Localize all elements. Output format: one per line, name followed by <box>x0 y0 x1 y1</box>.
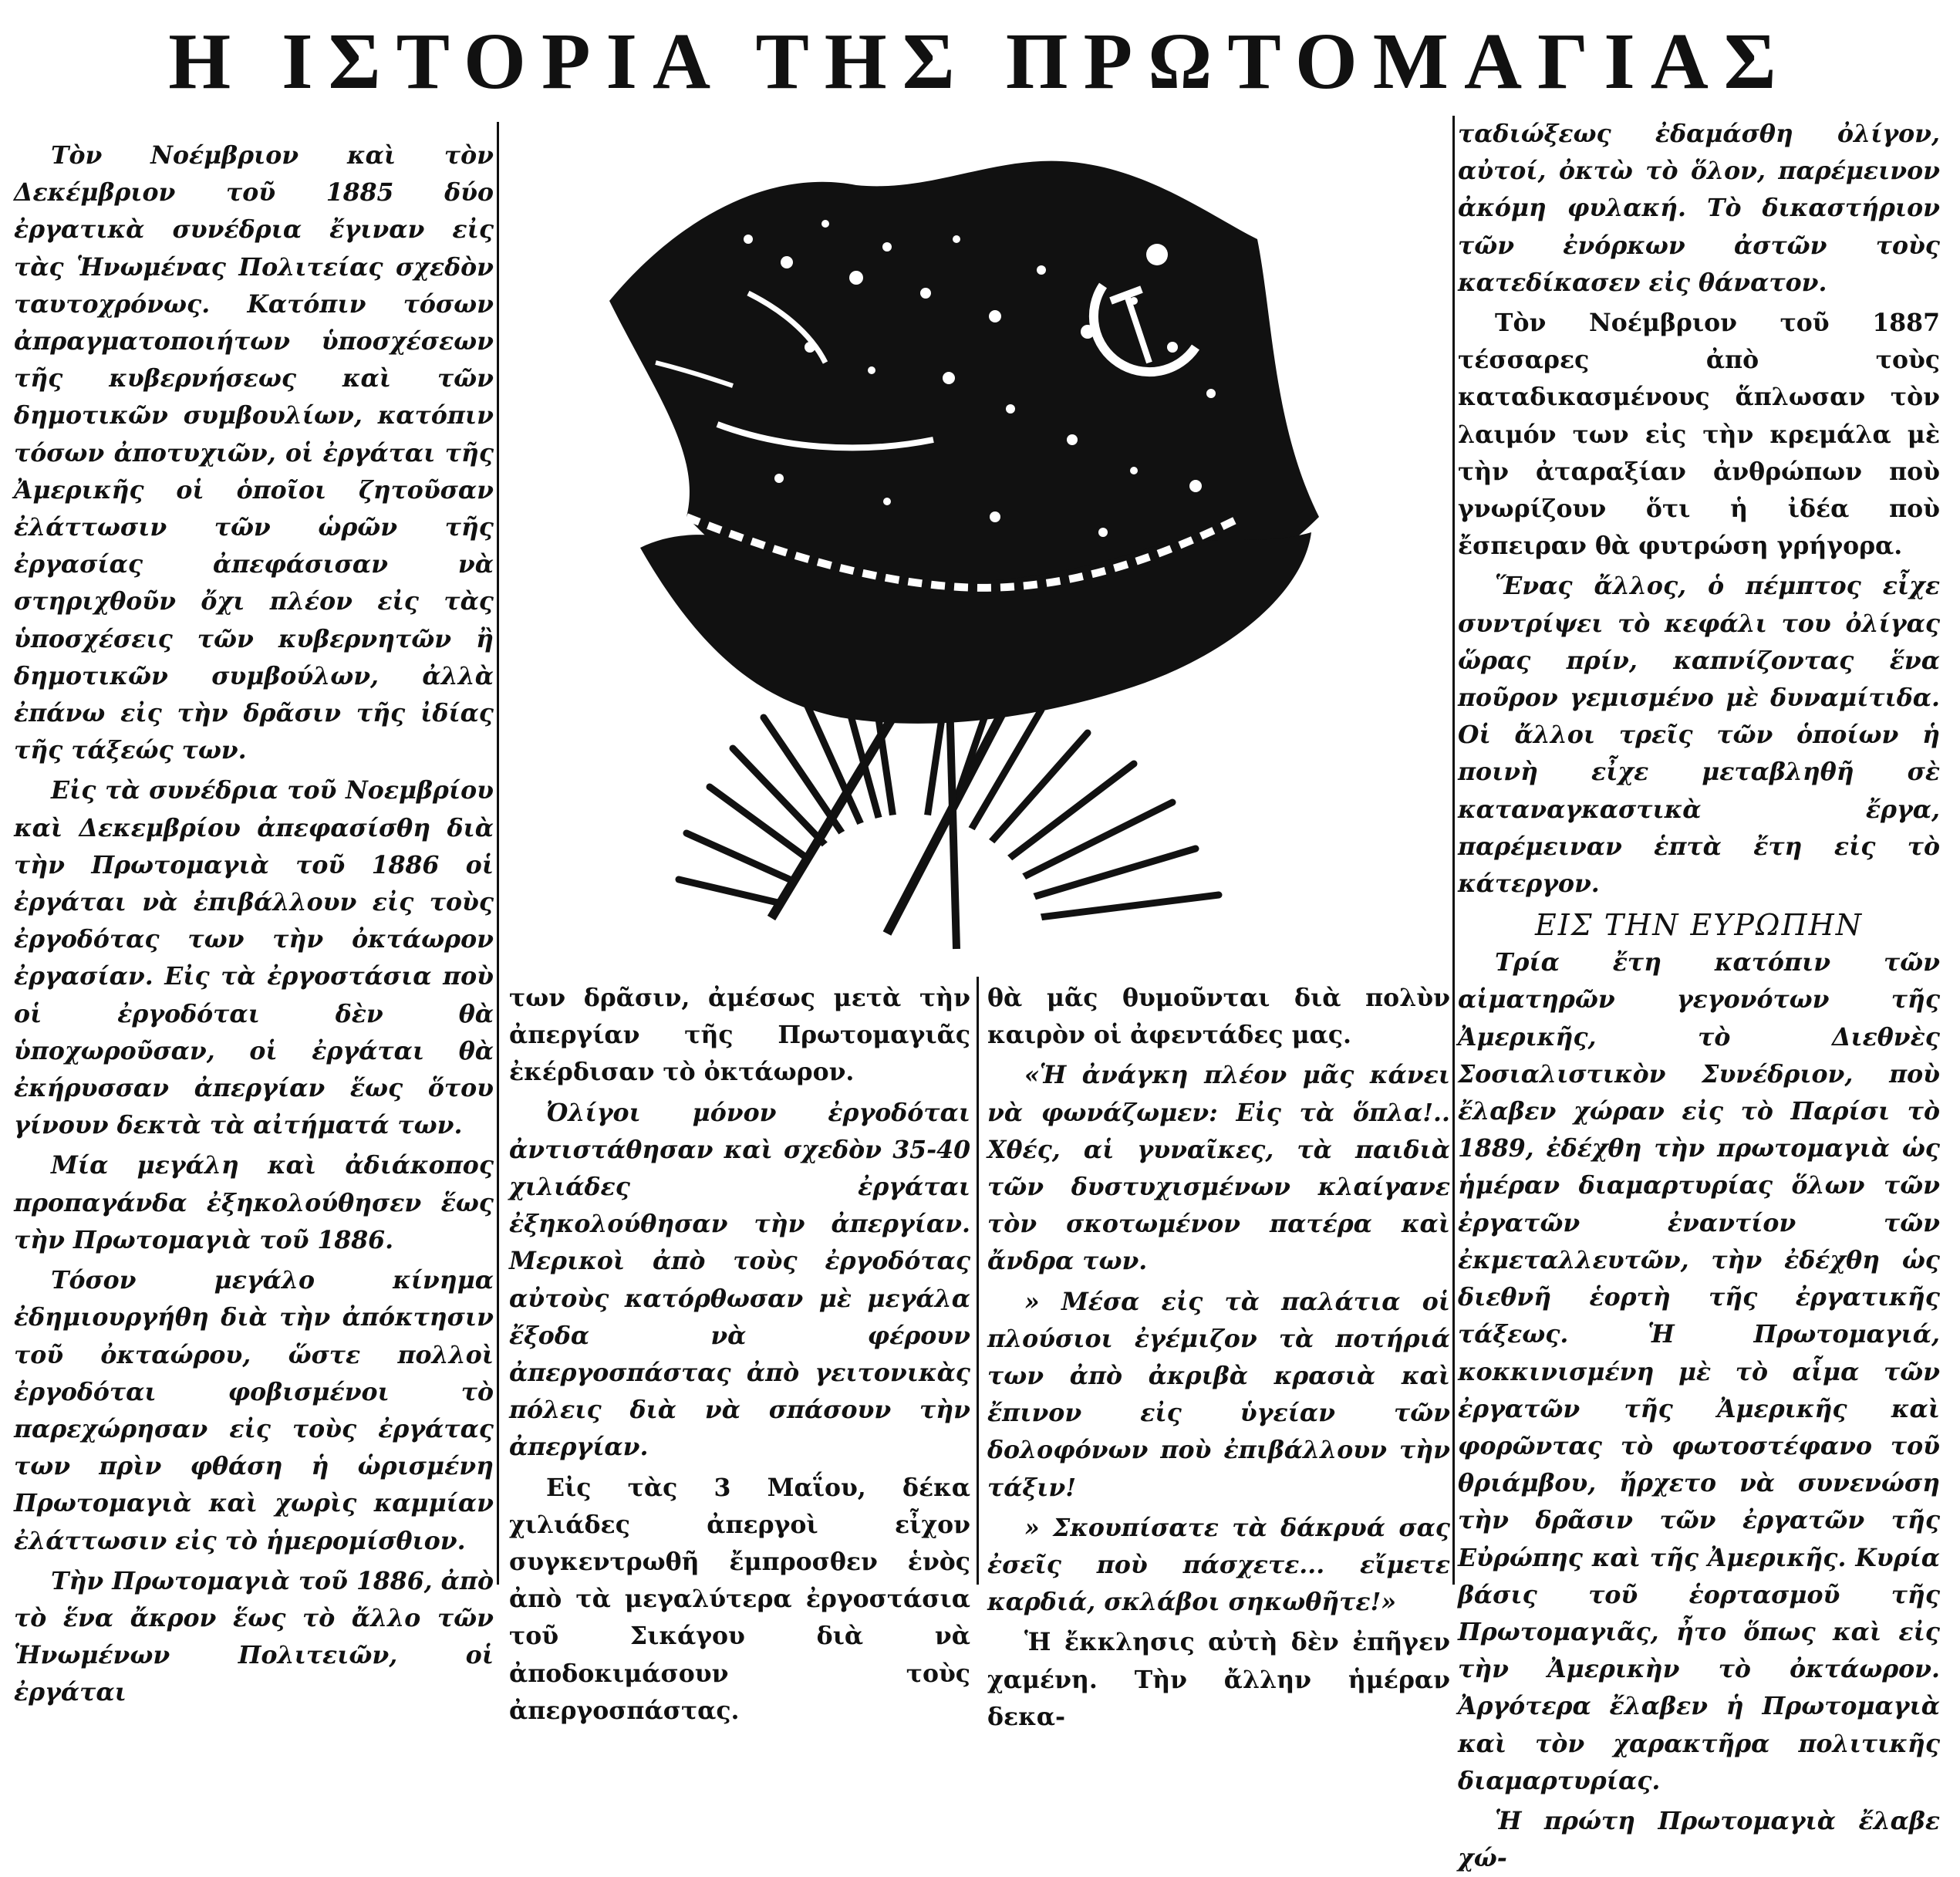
paragraph: Εἰς τὰ συνέδρια τοῦ Νοεμβρίου καὶ Δεκεμβρίου ἀπεφασίσθη διὰ τὴν Πρωτομαγιὰ τοῦ 1886 οἱ ἐργάται νὰ ἐπιβάλλουν εἰς τοὺς ἐργοδότας των τὴν ὀκτάωρον ἐργασίαν. Εἰς τὰ ἐργοστάσια ποὺ οἱ ἐργοδόται δὲν θὰ ὑποχωροῦσαν, οἱ ἐργάται θὰ ἐκήρυσσαν ἀπεργίαν ἕως ὅτου γίνουν δεκτὰ τὰ αἰτήματά των. <box>14 776 494 1140</box>
paragraph: Τὴν Πρωτομαγιὰ τοῦ 1886, ἀπὸ τὸ ἕνα ἄκρον ἕως τὸ ἄλλο τῶν Ἡνωμένων Πολιτειῶν, οἱ ἐργάται <box>14 1566 494 1707</box>
paragraph: Ὀλίγοι μόνον ἐργοδόται ἀντιστάθησαν καὶ σχεδὸν 35-40 χιλιάδες ἐργάται ἐξηκολούθησαν τὴν ἀπεργίαν. Μερικοὶ ἀπὸ τοὺς ἐργοδότας αὐτοὺς κατόρθωσαν μὲ μεγάλα ἔξοδα νὰ φέρουν ἀπεργοσπάστας ἀπὸ γειτονικὰς πόλεις διὰ νὰ σπάσουν τὴν ἀπεργίαν. <box>509 1098 970 1462</box>
star-icon <box>1146 244 1168 265</box>
column-rule <box>1452 116 1455 1585</box>
paragraph: Τὸν Νοέμβριον καὶ τὸν Δεκέμβριον τοῦ 1885 δύο ἐργατικὰ συνέδρια ἔγιναν εἰς τὰς Ἡνωμένας Πολιτείας σχεδὸν ταυτοχρόνως. Κατόπιν τόσων ἀπραγματοποιήτων ὑποσχέσεων τῆς κυβερνήσεως καὶ τῶν δημοτικῶν συμβουλίων, κατόπιν τόσων ἀποτυχιῶν, οἱ ἐργάται τῆς Ἀμερικῆς οἱ ὁποῖοι ζητοῦσαν ἐλάττωσιν τῶν ὡρῶν τῆς ἐργασίας ἀπεφάσισαν νὰ στηριχθοῦν ὄχι πλέον εἰς τὰς ὑποσχέσεις τῶν κυβερνητῶν ἢ δημοτικῶν συμβούλων, ἀλλὰ ἐπάνω εἰς τὴν δρᾶσιν τῆς ἰδίας τῆς τάξεώς των. <box>14 141 494 765</box>
paragraph: Ἕνας ἄλλος, ὁ πέμπτος εἶχε συντρίψει τὸ κεφάλι του ὀλίγας ὥρας πρίν, καπνίζοντας ἕνα ποῦρον γεμισμένο μὲ δυναμίτιδα. Οἱ ἄλλοι τρεῖς τῶν ὁποίων ἡ ποινὴ εἶχε μεταβληθῆ σὲ καταναγκαστικὰ ἔργα, παρέμειναν ἑπτὰ ἔτη εἰς τὸ κάτεργον. <box>1458 572 1940 899</box>
column-rule <box>977 977 979 1585</box>
paragraph: Τὸν Νοέμβριον τοῦ 1887 τέσσαρες ἀπὸ τοὺς καταδικασμένους ἅπλωσαν τὸν λαιμόν των εἰς τὴν κρεμάλα μὲ τὴν ἀταραξίαν ἀνθρώπων ποὺ γνωρίζουν ὅτι ἡ ἰδέα ποὺ ἔσπειραν θὰ φυτρώση γρήγορα. <box>1458 309 1940 561</box>
paragraph: ταδιώξεως ἐδαμάσθη ὀλίγον, αὐτοί, ὀκτὼ τὸ ὅλον, παρέμεινον ἀκόμη φυλακή. Τὸ δικαστήριον τῶν ἐνόρκων ἀστῶν τοὺς κατεδίκασεν εἰς θάνατον. <box>1458 120 1940 297</box>
article-column-2 <box>509 980 970 1725</box>
paragraph: Τόσον μεγάλο κίνημα ἐδημιουργήθη διὰ τὴν ἀπόκτησιν τοῦ ὀκταώρου, ὥστε πολλοὶ ἐργοδόται φοβισμένοι τὸ παρεχώρησαν εἰς τοὺς ἐργάτας των πρὶν φθάση ἡ ὡρισμένη Πρωτομαγιὰ καὶ χωρὶς καμμίαν ἐλάττωσιν εἰς τὸ ἡμερομίσθιον. <box>14 1266 494 1555</box>
paragraph: » Μέσα εἰς τὰ παλάτια οἱ πλούσιοι ἐγέμιζον τὰ ποτήριά των ἀπὸ ἀκριβὰ κρασιὰ καὶ ἔπινον εἰς ὑγείαν τῶν δολοφόνων ποὺ ἐπιβάλλουν τὴν τάξιν! <box>987 1287 1450 1502</box>
headline: Η ΙΣΤΟΡΙΑ ΤΗΣ ΠΡΩΤΟΜΑΓΙΑΣ <box>168 17 1792 106</box>
paragraph: των δρᾶσιν, ἀμέσως μετὰ τὴν ἀπεργίαν τῆς Πρωτομαγιᾶς ἐκέρδισαν τὸ ὀκτάωρον. <box>509 984 970 1087</box>
article-column-3 <box>987 980 1450 1731</box>
article-column-4 <box>1458 116 1940 1873</box>
paragraph: » Σκουπίσατε τὰ δάκρυά σας ἐσεῖς ποὺ πάσχετε... εἴμετε καρδιά, σκλάβοι σηκωθῆτε!» <box>987 1513 1450 1617</box>
flags-illustration <box>455 116 1450 972</box>
paragraph: Μία μεγάλη καὶ ἀδιάκοπος προπαγάνδα ἐξηκολούθησεν ἕως τὴν Πρωτομαγιὰ τοῦ 1886. <box>14 1151 494 1254</box>
paragraph: «Ἡ ἀνάγκη πλέον μᾶς κάνει νὰ φωνάζωμεν: Εἰς τὰ ὅπλα!.. Χθές, αἱ γυναῖκες, τὰ παιδιὰ τῶν δυστυχισμένων κλαίγανε τὸν σκοτωμένον πατέρα καὶ ἄνδρα των. <box>987 1061 1450 1276</box>
paragraph: Τρία ἔτη κατόπιν τῶν αἱματηρῶν γεγονότων τῆς Ἀμερικῆς, τὸ Διεθνὲς Σοσιαλιστικὸν Συνέδριον, ποὺ ἔλαβεν χώραν εἰς τὸ Παρίσι τὸ 1889, ἐδέχθη τὴν πρωτομαγιὰ ὡς ἡμέραν διαμαρτυρίας ὅλων τῶν ἐργατῶν ἐναντίον τῶν ἐκμεταλλευτῶν, τὴν ἐδέχθη ὡς διεθνῆ ἑορτὴ τῆς ἐργατικῆς τάξεως. Ἡ Πρωτομαγιά, κοκκινισμένη μὲ τὸ αἷμα τῶν ἐργατῶν τῆς Ἀμερικῆς καὶ φορῶντας τὸ φωτοστέφανο τοῦ θριάμβου, ἤρχετο νὰ συνενώση τὴν δρᾶσιν τῶν ἐργατῶν τῆς Εὐρώπης καὶ τῆς Ἀμερικῆς. Κυρία βάσις τοῦ ἑορτασμοῦ τῆς Πρωτομαγιᾶς, ἦτο ὅπως καὶ εἰς τὴν Ἀμερικὴν τὸ ὀκτάωρον. Ἀργότερα ἔλαβεν ἡ Πρωτομαγιὰ καὶ τὸν χαρακτῆρα πολιτικῆς διαμαρτυρίας. <box>1458 948 1940 1795</box>
paragraph: θὰ μᾶς θυμοῦνται διὰ πολὺν καιρὸν οἱ ἀφεντάδες μας. <box>987 984 1450 1050</box>
paragraph: Ἡ ἔκκλησις αὐτὴ δὲν ἐπῆγεν χαμένη. Τὴν ἄλλην ἡμέραν δεκα- <box>987 1628 1450 1731</box>
article-column-1 <box>14 137 494 1707</box>
paragraph: Εἰς τὰς 3 Μαΐου, δέκα χιλιάδες ἀπεργοὶ εἶχον συγκεντρωθῆ ἔμπροσθεν ἑνὸς ἀπὸ τὰ μεγαλύτερα ἐργοστάσια τοῦ Σικάγου διὰ νὰ ἀποδοκιμάσουν τοὺς ἀπεργοσπάστας. <box>509 1473 970 1725</box>
paragraph: Ἡ πρώτη Πρωτομαγιὰ ἔλαβε χώ- <box>1458 1806 1940 1873</box>
section-heading: ΕΙΣ ΤΗΝ ΕΥΡΩΠΗΝ <box>1535 908 1863 943</box>
